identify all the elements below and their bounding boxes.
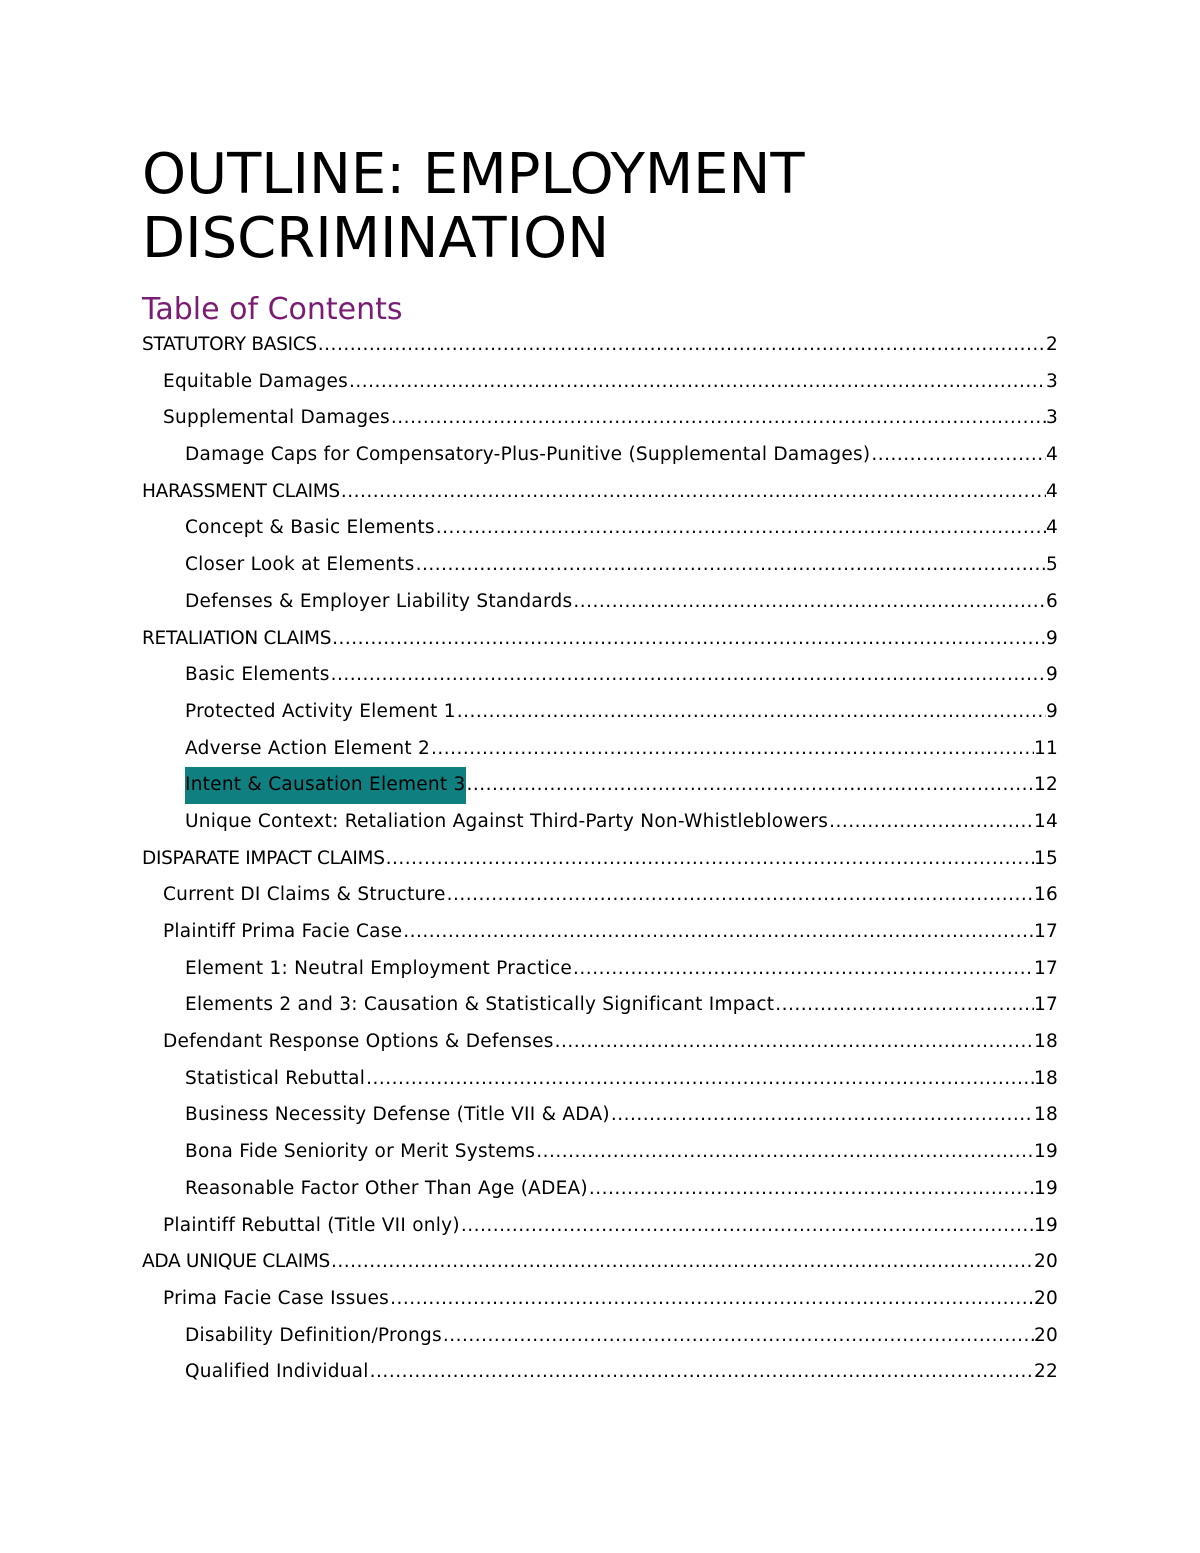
toc-entry-title: Element 1: Neutral Employment Practice (185, 957, 573, 979)
toc-dot-leader (390, 400, 1046, 437)
toc-dot-leader (588, 1171, 1034, 1208)
toc-entry[interactable] (142, 1318, 1058, 1355)
toc-page-number: 6 (1046, 590, 1058, 612)
toc-entry[interactable] (142, 657, 1058, 694)
toc-page-number: 2 (1046, 334, 1058, 355)
toc-dot-leader (460, 1208, 1034, 1245)
toc-page-number: 3 (1046, 370, 1058, 392)
toc-dot-leader (446, 877, 1034, 914)
toc-entry[interactable] (142, 987, 1058, 1024)
toc-page-number: 22 (1034, 1361, 1058, 1383)
toc-entry[interactable] (142, 731, 1058, 768)
toc-entry-title: Elements 2 and 3: Causation & Statistically Significant Impact (185, 994, 775, 1016)
toc-page-number: 4 (1046, 517, 1058, 539)
toc-entry[interactable] (142, 694, 1058, 731)
toc-entry-title: Reasonable Factor Other Than Age (ADEA) (185, 1177, 588, 1199)
toc-entry-title: RETALIATION CLAIMS (142, 627, 332, 649)
toc-entry-title: Protected Activity Element 1 (185, 700, 456, 722)
toc-entry-title: Defenses & Employer Liability Standards (185, 590, 573, 612)
toc-page-number: 20 (1034, 1251, 1058, 1273)
toc-entry-title: HARASSMENT CLAIMS (142, 480, 340, 502)
toc-entry-title: Qualified Individual (185, 1361, 369, 1383)
toc-dot-leader (317, 327, 1046, 364)
document-title-line-2: DISCRIMINATION (142, 206, 610, 271)
toc-page-number: 14 (1034, 810, 1058, 832)
toc-page-number: 11 (1034, 737, 1058, 759)
toc-page-number: 16 (1034, 884, 1058, 906)
toc-dot-leader (389, 1281, 1034, 1318)
toc-page-number: 5 (1046, 554, 1058, 576)
toc-page-number: 17 (1034, 921, 1058, 942)
toc-entry[interactable] (142, 804, 1058, 841)
toc-dot-leader (385, 841, 1034, 878)
toc-entry-title: Prima Facie Case Issues (163, 1287, 390, 1309)
toc-entry-title: Business Necessity Defense (Title VII & ADA) (185, 1104, 610, 1126)
toc-entry[interactable] (142, 1061, 1058, 1098)
toc-page-number: 9 (1046, 627, 1058, 649)
toc-entry[interactable] (142, 437, 1058, 474)
toc-page-number: 17 (1034, 957, 1058, 979)
toc-dot-leader (535, 1134, 1034, 1171)
toc-entry-title: Defendant Response Options & Defenses (163, 1031, 554, 1053)
toc-entry[interactable] (142, 1354, 1058, 1391)
toc-entry-title: Disability Definition/Prongs (185, 1324, 442, 1346)
toc-entry-title-highlighted: Intent & Causation Element 3 (185, 767, 466, 804)
toc-page-number: 18 (1034, 1067, 1058, 1089)
toc-entry-title: Closer Look at Elements (185, 554, 415, 576)
toc-dot-leader (348, 364, 1046, 401)
toc-dot-leader (572, 584, 1046, 621)
toc-entry[interactable] (142, 1244, 1058, 1281)
toc-page-number: 19 (1034, 1214, 1058, 1236)
toc-entry[interactable] (142, 1097, 1058, 1134)
toc-dot-leader (610, 1097, 1034, 1134)
toc-page-number: 15 (1034, 847, 1058, 869)
toc-dot-leader (365, 1061, 1034, 1098)
toc-page-number: 19 (1034, 1141, 1058, 1163)
toc-entry[interactable] (142, 621, 1058, 658)
toc-heading: Table of Contents (142, 292, 403, 327)
toc-page-number: 19 (1034, 1177, 1058, 1199)
toc-page-number: 18 (1034, 1031, 1058, 1053)
toc-dot-leader (828, 804, 1034, 841)
toc-dot-leader (430, 731, 1034, 768)
toc-entry-highlighted[interactable] (142, 767, 1058, 804)
toc-entry[interactable] (142, 1208, 1058, 1245)
toc-entry[interactable] (142, 400, 1058, 437)
document-title-line-1: OUTLINE: EMPLOYMENT (142, 142, 805, 207)
toc-entry-title: STATUTORY BASICS (142, 334, 317, 355)
toc-dot-leader (330, 657, 1046, 694)
toc-entry-title: ADA UNIQUE CLAIMS (142, 1251, 330, 1273)
toc-page-number: 20 (1034, 1324, 1058, 1346)
toc-dot-leader (402, 914, 1034, 951)
toc-page-number: 12 (1034, 774, 1058, 796)
toc-entry-title: Plaintiff Rebuttal (Title VII only) (163, 1214, 460, 1236)
toc-entry-title: Unique Context: Retaliation Against Third-Party Non-Whistleblowers (185, 810, 829, 832)
document-title (142, 143, 1042, 271)
toc-entry-title: Basic Elements (185, 664, 330, 686)
toc-entry-title: Statistical Rebuttal (185, 1067, 366, 1089)
toc-entry[interactable] (142, 1024, 1058, 1061)
toc-page-number: 20 (1034, 1287, 1058, 1309)
toc-entry-title: Current DI Claims & Structure (163, 884, 446, 906)
toc-entry[interactable] (142, 327, 1058, 364)
toc-page-number: 4 (1046, 480, 1058, 502)
toc-entry[interactable] (142, 584, 1058, 621)
toc-dot-leader (554, 1024, 1034, 1061)
table-of-contents (142, 327, 1058, 1391)
toc-dot-leader (340, 474, 1046, 511)
toc-page-number: 18 (1034, 1104, 1058, 1126)
toc-entry[interactable] (142, 1134, 1058, 1171)
toc-dot-leader (435, 510, 1046, 547)
toc-entry[interactable] (142, 841, 1058, 878)
toc-entry-title: Concept & Basic Elements (185, 517, 435, 539)
toc-entry-title: Equitable Damages (163, 370, 348, 392)
toc-dot-leader (870, 437, 1046, 474)
toc-page-number: 3 (1046, 407, 1058, 429)
toc-entry-title: Damage Caps for Compensatory-Plus-Punitive (Supplemental Damages) (185, 444, 871, 466)
toc-entry[interactable] (142, 1281, 1058, 1318)
toc-page-number: 17 (1034, 994, 1058, 1016)
toc-dot-leader (330, 1244, 1034, 1281)
toc-page-number: 9 (1046, 664, 1058, 686)
toc-entry[interactable] (142, 1171, 1058, 1208)
toc-entry[interactable] (142, 474, 1058, 511)
toc-dot-leader (466, 767, 1035, 804)
toc-entry[interactable] (142, 951, 1058, 988)
toc-entry[interactable] (142, 547, 1058, 584)
toc-entry-title: Supplemental Damages (163, 407, 390, 429)
toc-dot-leader (572, 951, 1034, 988)
toc-dot-leader (369, 1354, 1034, 1391)
toc-page-number: 4 (1046, 444, 1058, 466)
toc-entry-title: Adverse Action Element 2 (185, 737, 430, 759)
toc-dot-leader (415, 547, 1046, 584)
toc-entry[interactable] (142, 877, 1058, 914)
toc-entry[interactable] (142, 510, 1058, 547)
toc-entry-title: Bona Fide Seniority or Merit Systems (185, 1141, 536, 1163)
toc-page-number: 9 (1046, 700, 1058, 722)
toc-dot-leader (456, 694, 1046, 731)
toc-entry-title: DISPARATE IMPACT CLAIMS (142, 847, 385, 869)
toc-dot-leader (442, 1318, 1034, 1355)
toc-dot-leader (774, 987, 1034, 1024)
toc-dot-leader (331, 621, 1046, 658)
toc-entry[interactable] (142, 914, 1058, 951)
toc-entry-title: Plaintiff Prima Facie Case (163, 921, 403, 942)
toc-entry[interactable] (142, 364, 1058, 401)
